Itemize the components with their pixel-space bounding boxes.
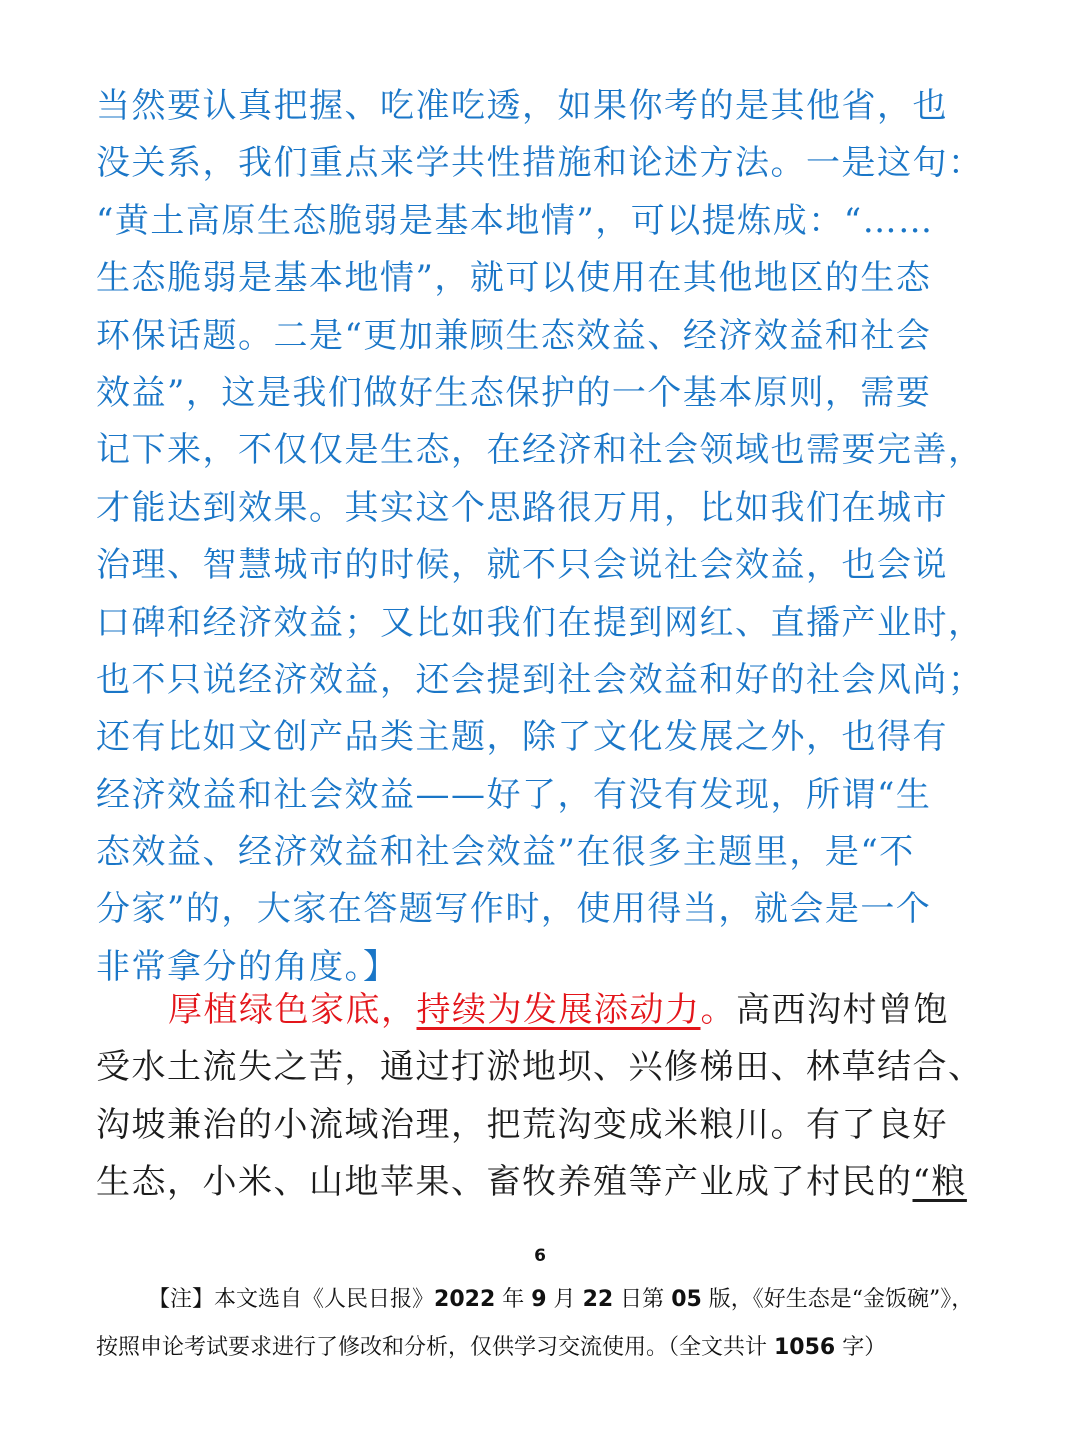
body-line — [96, 982, 988, 1039]
comment-line: 效益”，这是我们做好生态保护的一个基本原则，需要 — [96, 372, 932, 413]
comment-line: “黄土高原生态脆弱是基本地情”，可以提炼成：“…… — [96, 200, 934, 241]
note-text: 按照申论考试要求进行了修改和分析，仅供学习交流使用。（全文共计 — [96, 1335, 774, 1360]
key-phrase-underlined: 持续为发展添动力 — [416, 990, 701, 1030]
body-text: 高西沟村曾饱 — [736, 990, 949, 1030]
source-note-line — [148, 1282, 1048, 1313]
comment-line: 才能达到效果。其实这个思路很万用，比如我们在城市 — [96, 487, 948, 528]
comment-line: 口碑和经济效益；又比如我们在提到网红、直播产业时， — [96, 602, 984, 643]
note-text: 年 — [495, 1287, 532, 1312]
note-month: 9 — [531, 1287, 547, 1312]
key-phrase: 厚植绿色家底， — [168, 990, 417, 1030]
comment-line: 当然要认真把握、吃准吃透，如果你考的是其他省，也 — [96, 86, 948, 126]
editor-commentary — [96, 78, 988, 996]
comment-line: 分家”的，大家在答题写作时，使用得当，就会是一个 — [96, 889, 932, 930]
page-number: 6 — [534, 1246, 546, 1266]
source-note-line — [96, 1330, 996, 1361]
body-line: 沟坡兼治的小流域治理，把荒沟变成米粮川。有了良好 — [96, 1104, 948, 1145]
comment-line: 态效益、经济效益和社会效益”在很多主题里，是“不 — [96, 832, 915, 873]
body-line: 受水土流失之苦，通过打淤地坝、兴修梯田、林草结合、 — [96, 1047, 984, 1088]
note-day: 22 — [582, 1287, 614, 1312]
note-text: 版，《好生态是“金饭碗”》， — [701, 1287, 974, 1312]
comment-line: 非常拿分的角度。】 — [96, 946, 399, 987]
note-text: 字） — [835, 1335, 887, 1360]
note-edition: 05 — [671, 1287, 702, 1312]
body-line — [96, 1154, 988, 1211]
key-phrase-period: 。 — [700, 990, 736, 1030]
comment-line: 生态脆弱是基本地情”，就可以使用在其他地区的生态 — [96, 258, 932, 299]
note-text: 日第 — [613, 1287, 672, 1312]
comment-line: 还有比如文创产品类主题，除了文化发展之外，也得有 — [96, 717, 948, 758]
note-year: 2022 — [434, 1287, 496, 1312]
note-text: 【注】本文选自《人民日报》 — [148, 1287, 435, 1312]
comment-line: 没关系，我们重点来学共性措施和论述方法。一是这句： — [96, 143, 984, 184]
comment-line: 也不只说经济效益，还会提到社会效益和好的社会风尚； — [96, 659, 984, 700]
underlined-text: “粮 — [912, 1162, 967, 1203]
body-text: 生态，小米、山地苹果、畜牧养殖等产业成了村民的 — [96, 1162, 913, 1203]
note-text: 月 — [546, 1287, 583, 1312]
comment-line: 环保话题。二是“更加兼顾生态效益、经济效益和社会 — [96, 315, 932, 356]
comment-line: 治理、智慧城市的时候，就不只会说社会效益，也会说 — [96, 545, 948, 586]
note-word-count: 1056 — [774, 1335, 836, 1360]
comment-line: 记下来，不仅仅是生态，在经济和社会领域也需要完善， — [96, 430, 984, 471]
comment-line: 经济效益和社会效益——好了，有没有发现，所谓“生 — [96, 774, 932, 815]
article-body — [96, 982, 988, 1212]
